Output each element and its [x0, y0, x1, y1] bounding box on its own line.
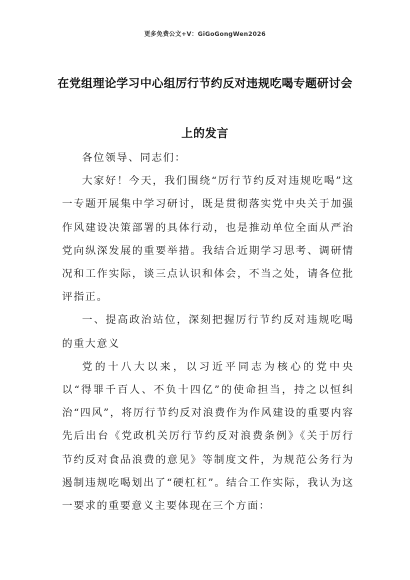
document-title-line-1: 在党组理论学习中心组厉行节约反对违规吃喝专题研讨会 — [57, 76, 353, 90]
section-heading-1: 一、提高政治站位，深刻把握厉行节约反对违规吃喝的重大意义 — [62, 314, 354, 350]
document-title-line-2: 上的发言 — [181, 126, 229, 140]
paragraph-intro: 大家好！今天，我们围绕“厉行节约反对违规吃喝”这一专题开展集中学习研讨，既是贯彻落实党中央关于加强作风建设决策部署的具体行动，也是推动单位全面从严治党向纵深发展的重要举措。我结合近期学习思考、调研情况和工作实际，谈三点认识和体会，不当之处，请各位批评指正。 — [62, 175, 354, 304]
document-body — [62, 147, 354, 518]
header-note: 更多免费公文+V：GiGoGongWen2026 — [144, 31, 266, 38]
greeting: 各位领导、同志们： — [82, 152, 187, 164]
paragraph-section-1: 党的十八大以来，以习近平同志为核心的党中央以“得罪千百人、不负十四亿”的使命担当，持之以恒纠治“四风”，将厉行节约反对浪费作为作风建设的重要内容先后出台《党政机关厉行节约反对浪费条例》《关于厉行节约反对食品浪费的意见》等制度文件，为规范公务行为遏制违规吃喝划出了“硬杠杠”。结合工作实际，我认为这一要求的重要意义主要体现在三个方面： — [62, 360, 354, 513]
